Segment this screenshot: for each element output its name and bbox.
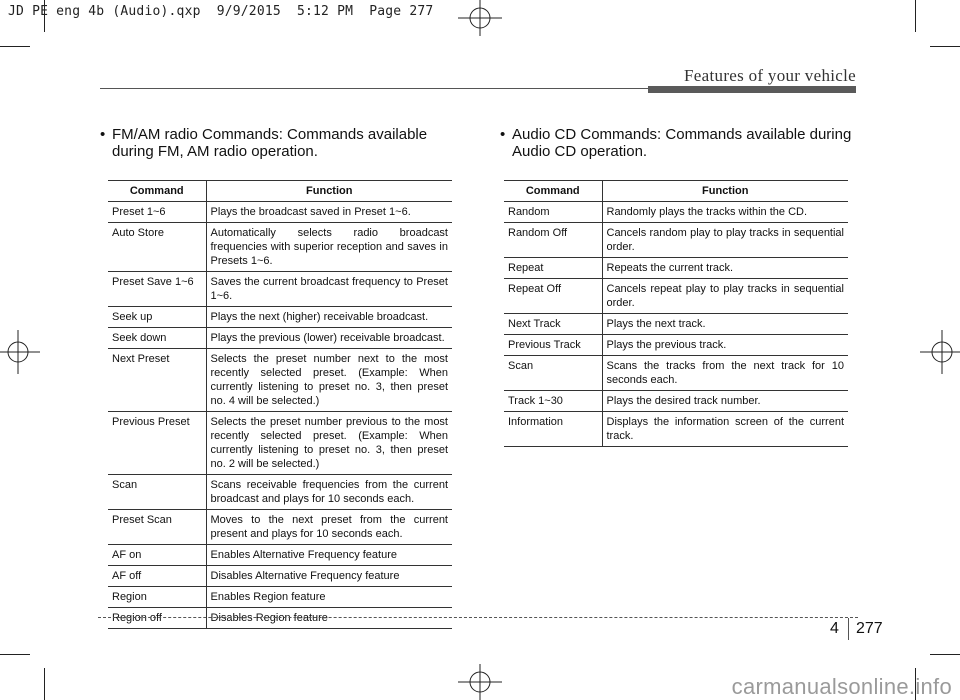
crop-mark-bottom-left-h: [0, 654, 30, 655]
table-row: [504, 314, 848, 335]
crop-mark-top-right-h: [930, 46, 960, 47]
column-header-command: Command: [108, 181, 206, 202]
command-cell: Preset Save 1~6: [108, 272, 206, 307]
function-cell: Saves the current broadcast frequency to Preset 1~6.: [206, 272, 452, 307]
table-row: [108, 566, 452, 587]
fm-am-intro: [100, 126, 452, 160]
command-cell: Previous Track: [504, 335, 602, 356]
table-row: [108, 510, 452, 545]
function-cell: Disables Region feature: [206, 608, 452, 629]
command-cell: Previous Preset: [108, 412, 206, 475]
command-cell: AF off: [108, 566, 206, 587]
command-cell: Preset 1~6: [108, 202, 206, 223]
table-row: [504, 202, 848, 223]
table-row: [108, 307, 452, 328]
command-cell: Region off: [108, 608, 206, 629]
command-cell: Next Track: [504, 314, 602, 335]
command-cell: Track 1~30: [504, 391, 602, 412]
command-cell: Seek down: [108, 328, 206, 349]
command-cell: Seek up: [108, 307, 206, 328]
command-cell: AF on: [108, 545, 206, 566]
command-cell: Preset Scan: [108, 510, 206, 545]
function-cell: Automatically selects radio broadcast frequencies with superior reception and saves in Presets 1~6.: [206, 223, 452, 272]
function-cell: Plays the next track.: [602, 314, 848, 335]
table-row: [504, 391, 848, 412]
page-number: 277: [856, 620, 883, 637]
audio-cd-intro-text: Audio CD Commands: Commands available during Audio CD operation.: [512, 126, 852, 160]
bullet-icon: •: [100, 126, 106, 143]
table-row: [108, 202, 452, 223]
column-header-function: Function: [206, 181, 452, 202]
print-slug: JD PE eng 4b (Audio).qxp 9/9/2015 5:12 PM Page 277: [8, 4, 434, 19]
function-cell: Plays the broadcast saved in Preset 1~6.: [206, 202, 452, 223]
table-row: [108, 272, 452, 307]
function-cell: Randomly plays the tracks within the CD.: [602, 202, 848, 223]
table-header-row: [108, 181, 452, 202]
table-row: [108, 412, 452, 475]
fm-am-intro-text: FM/AM radio Commands: Commands available during FM, AM radio operation.: [112, 126, 428, 160]
function-cell: Moves to the next preset from the current present and plays for 10 seconds each.: [206, 510, 452, 545]
registration-mark-right: [920, 330, 960, 374]
function-cell: Enables Region feature: [206, 587, 452, 608]
function-cell: Disables Alternative Frequency feature: [206, 566, 452, 587]
command-cell: Scan: [108, 475, 206, 510]
function-cell: Cancels repeat play to play tracks in sequential order.: [602, 279, 848, 314]
command-cell: Random Off: [504, 223, 602, 258]
command-cell: Information: [504, 412, 602, 447]
registration-mark-bottom: [458, 664, 502, 700]
table-row: [108, 349, 452, 412]
crop-mark-bottom-right-h: [930, 654, 960, 655]
table-row: [504, 356, 848, 391]
command-cell: Repeat Off: [504, 279, 602, 314]
function-cell: Plays the previous (lower) receivable broadcast.: [206, 328, 452, 349]
function-cell: Cancels random play to play tracks in sequential order.: [602, 223, 848, 258]
header-bar: [648, 86, 856, 93]
table-row: [504, 223, 848, 258]
column-header-command: Command: [504, 181, 602, 202]
command-cell: Repeat: [504, 258, 602, 279]
running-header-title: Features of your vehicle: [684, 66, 856, 85]
bullet-icon: •: [500, 126, 506, 143]
table-row: [504, 412, 848, 447]
function-cell: Plays the previous track.: [602, 335, 848, 356]
function-cell: Scans receivable frequencies from the current broadcast and plays for 10 seconds each.: [206, 475, 452, 510]
registration-mark-top: [458, 0, 502, 36]
table-row: [504, 258, 848, 279]
function-cell: Plays the next (higher) receivable broadcast.: [206, 307, 452, 328]
table-row: [108, 587, 452, 608]
table-row: [108, 608, 452, 629]
function-cell: Repeats the current track.: [602, 258, 848, 279]
section-number: 4: [830, 620, 839, 637]
crop-mark-top-right-v: [915, 0, 916, 32]
command-cell: Scan: [504, 356, 602, 391]
footer-dashed-rule: [98, 617, 858, 618]
table-row: [108, 545, 452, 566]
watermark: carmanualsonline.info: [731, 674, 952, 699]
page-number-divider: [848, 618, 849, 640]
function-cell: Displays the information screen of the current track.: [602, 412, 848, 447]
table-row: [108, 223, 452, 272]
table-row: [504, 279, 848, 314]
audio-cd-intro: [500, 126, 856, 160]
command-cell: Random: [504, 202, 602, 223]
crop-mark-top-left-h: [0, 46, 30, 47]
function-cell: Selects the preset number next to the most recently selected preset. (Example: When currently listening to preset no. 3, then preset no. 4 will be selected.): [206, 349, 452, 412]
function-cell: Selects the preset number previous to the most recently selected preset. (Example: When currently listening to preset no. 3, then preset no. 2 will be selected.): [206, 412, 452, 475]
header-rule: [100, 88, 660, 89]
table-row: [108, 328, 452, 349]
fm-am-commands-table: [108, 180, 452, 629]
table-row: [504, 335, 848, 356]
command-cell: Region: [108, 587, 206, 608]
registration-mark-left: [0, 330, 40, 374]
table-header-row: [504, 181, 848, 202]
crop-mark-bottom-left-v: [44, 668, 45, 700]
command-cell: Next Preset: [108, 349, 206, 412]
function-cell: Enables Alternative Frequency feature: [206, 545, 452, 566]
function-cell: Plays the desired track number.: [602, 391, 848, 412]
command-cell: Auto Store: [108, 223, 206, 272]
column-header-function: Function: [602, 181, 848, 202]
table-row: [108, 475, 452, 510]
audio-cd-commands-table: [504, 180, 848, 447]
function-cell: Scans the tracks from the next track for 10 seconds each.: [602, 356, 848, 391]
